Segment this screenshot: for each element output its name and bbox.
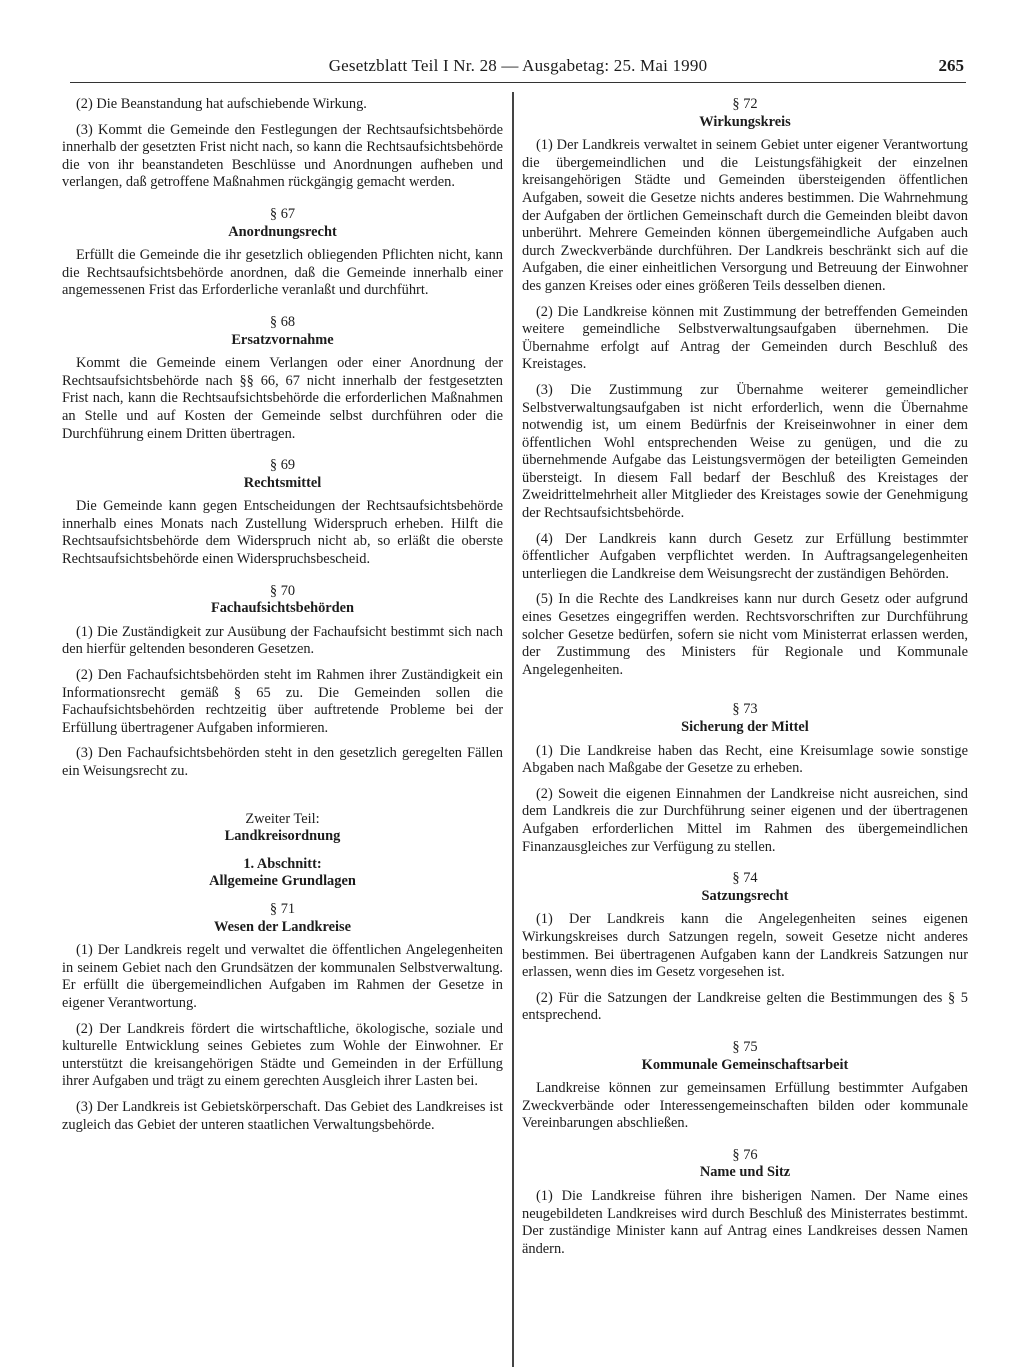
paragraph: (2) Für die Satzungen der Landkreise gelten die Bestimmungen des § 5 entsprechend. xyxy=(522,989,968,1024)
paragraph: Die Gemeinde kann gegen Entscheidungen der Rechtsaufsichtsbehörde innerhalb eines Monats nach Zustellung Widerspruch erheben. Hilft die Rechtsaufsichtsbehörde dem Widerspruch nicht ab, so erläßt die oberste Rechtsaufsichtsbehörde einen Widerspruchsbescheid. xyxy=(62,498,503,568)
section-title-72: Wirkungskreis xyxy=(699,113,791,130)
paragraph: (2) Der Landkreis fördert die wirtschaftliche, ökologische, soziale und kulturelle Entwicklung seines Gebietes zum Wohle der Einwohner. Er unterstützt die kreisangehörigen Städte und Gemeinden in der Erfüllung ihrer Aufgaben und trägt zu einem gerechten Ausgleich ihrer Lasten bei. xyxy=(62,1020,503,1090)
section-title-70: Fachaufsichtsbehörden xyxy=(210,600,355,617)
section-number-71: § 71 xyxy=(269,900,296,917)
paragraph: (1) Die Landkreise haben das Recht, eine Kreisumlage sowie sonstige Abgaben nach Maßgabe der Gesetze zu erheben. xyxy=(522,742,968,777)
left-column xyxy=(62,92,503,1367)
part-label: Zweiter Teil: xyxy=(245,810,320,827)
chapter-label: 1. Abschnitt: xyxy=(243,855,322,872)
paragraph: (1) Der Landkreis regelt und verwaltet die öffentlichen Angelegenheiten in seinem Gebiet nach den Grundsätzen der kommunalen Selbstverwaltung. Er erfüllt die übergemeindlichen Aufgaben im Rahmen der Gesetze in eigener Verantwortung. xyxy=(62,942,503,1011)
section-number-74: § 74 xyxy=(732,870,758,887)
paragraph: (2) Den Fachaufsichtsbehörden steht im Rahmen ihrer Zuständigkeit ein Informationsrecht gemäß § 65 zu. Die Gemeinden sollen die Fachaufsichtsbehörden rechtzeitig über auftretende Probleme bei der Erfüllung übertragener Aufgaben informieren. xyxy=(62,667,503,736)
section-number-67: § 67 xyxy=(269,205,296,222)
paragraph: (2) Die Landkreise können mit Zustimmung der betreffenden Gemeinden weitere gemeindliche Selbstverwaltungsaufgaben übernehmen. Die Übernahme erfolgt auf Antrag der Gemeinden durch Beschluß des Kreistages. xyxy=(522,303,968,373)
paragraph: (1) Der Landkreis verwaltet in seinem Gebiet unter eigener Verantwortung die übergemeindlichen und die Leistungsfähigkeit der einzelnen kreisangehörigen Städte und Gemeinden übersteigenden öffentlichen Aufgaben, soweit die Gesetze nichts anderes bestimmen. Die Wahrnehmung der Aufgaben der örtlichen Gemeinschaft durch die Gemeinden bleibt davon unberührt. Mehrere Gemeinden können übergemeindliche Aufgaben auch durch Zweckverbände durchführen. Der Landkreis beschränkt sich auf die Aufgaben, die einer einheitlichen Versorgung und Betreuung der Einwohner des ganzen Kreises oder eines größeren Teils desselben dienen. xyxy=(522,137,968,294)
header-title: Gesetzblatt Teil I Nr. 28 — Ausgabetag: 25. Mai 1990 xyxy=(328,56,708,75)
section-number-69: § 69 xyxy=(269,457,296,474)
column-divider xyxy=(512,92,514,1367)
paragraph: Landkreise können zur gemeinsamen Erfüllung bestimmter Aufgaben Zweckverbände oder Interessengemeinschaften bilden oder kommunale Vereinbarungen abschließen. xyxy=(522,1080,968,1132)
section-title-68: Ersatzvornahme xyxy=(231,331,334,348)
section-title-69: Rechtsmittel xyxy=(243,474,322,491)
section-title-74: Satzungsrecht xyxy=(701,887,789,904)
section-title-73: Sicherung der Mittel xyxy=(681,719,809,735)
section-number-70: § 70 xyxy=(269,582,296,599)
paragraph: (4) Der Landkreis kann durch Gesetz zur Erfüllung bestimmter öffentlicher Aufgaben verpflichtet werden. In Auftragsangelegenheiten unterliegen die Landkreise dem Weisungsrecht der zuständigen Behörden. xyxy=(522,530,968,582)
page-header xyxy=(70,52,966,83)
paragraph: Erfüllt die Gemeinde die ihr gesetzlich obliegenden Pflichten nicht, kann die Rechtsaufsichtsbehörde anordnen, daß die Gemeinde innerhalb einer angemessenen Frist das Erforderliche veranlaßt und durchführt. xyxy=(62,247,503,299)
paragraph: (3) Die Zustimmung zur Übernahme weiterer gemeindlicher Selbstverwaltungsaufgaben ist nicht erforderlich, wenn die Übernahme notwendig ist, um einem Bedürfnis der Kreiseinwohner in einer dem öffentlichen Wohl entsprechenden Weise zu genügen, und die zu übernehmende Aufgabe das Leistungsvermögen der beteiligten Gemeinden übersteigt. In diesem Fall bedarf der Beschluß des Kreistages der Zweidrittelmehrheit aller Mitglieder des Kreistages sowie der Genehmigung der Rechtsaufsichtsbehörde. xyxy=(522,381,968,522)
paragraph: (3) Kommt die Gemeinde den Festlegungen der Rechtsaufsichtsbehörde innerhalb der gesetzten Frist nicht nach, so kann die Rechtsaufsichtsbehörde die von ihr beanstandeten Beschlüsse und Anordnungen aufheben und verlangen, daß getroffene Maßnahmen rückgängig gemacht werden. xyxy=(62,121,503,191)
chapter-title: Allgemeine Grundlagen xyxy=(209,873,356,890)
paragraph: (3) Den Fachaufsichtsbehörden steht in den gesetzlich geregelten Fällen ein Weisungsrecht zu. xyxy=(62,745,503,779)
page-number: 265 xyxy=(938,56,964,75)
section-number-75: § 75 xyxy=(732,1038,758,1055)
section-number-72: § 72 xyxy=(732,96,758,112)
section-title-71: Wesen der Landkreise xyxy=(214,918,351,935)
part-title: Landkreisordnung xyxy=(224,828,341,845)
right-column xyxy=(522,92,968,1367)
section-number-76: § 76 xyxy=(732,1146,758,1163)
paragraph: (1) Die Zuständigkeit zur Ausübung der Fachaufsicht bestimmt sich nach den hierfür geltenden besonderen Gesetzen. xyxy=(62,623,503,658)
section-number-68: § 68 xyxy=(269,313,296,330)
section-title-76: Name und Sitz xyxy=(699,1164,791,1181)
paragraph: (5) In die Rechte des Landkreises kann nur durch Gesetz oder aufgrund eines Gesetzes eingegriffen werden. Rechtsvorschriften zur Durchführung solcher Gesetze bedürfen, sofern sie nicht vom Ministerrat erlassen werden, der Zustimmung des Ministers für Regionale und Kommunale Angelegenheiten. xyxy=(522,591,968,678)
paragraph: Kommt die Gemeinde einem Verlangen oder einer Anordnung der Rechtsaufsichtsbehörde nach §§ 66, 67 nicht innerhalb der festgesetzten Frist nach, kann die Rechtsaufsichtsbehörde die erforderlichen Maßnahmen an Stelle und auf Kosten der Gemeinde selbst durchführen oder die Durchführung einem Dritten übertragen. xyxy=(62,355,503,442)
paragraph: (1) Die Landkreise führen ihre bisherigen Namen. Der Name eines neugebildeten Landkreises wird durch Beschluß des Ministerrates bestimmt. Der zuständige Minister kann auf Antrag eines Landkreises dessen Namen ändern. xyxy=(522,1188,968,1257)
paragraph: (1) Der Landkreis kann die Angelegenheiten seines eigenen Wirkungskreises durch Satzungen regeln, soweit Gesetze nicht anderes bestimmen. Bei übertragenen Aufgaben kann der Landkreis Satzungen nur erlassen, wenn dies im Gesetz vorgesehen ist. xyxy=(522,911,968,981)
paragraph: (2) Die Beanstandung hat aufschiebende Wirkung. xyxy=(76,96,367,112)
paragraph: (3) Der Landkreis ist Gebietskörperschaft. Das Gebiet des Landkreises ist zugleich das Gebiet der unteren staatlichen Verwaltungsbehörde. xyxy=(62,1098,503,1133)
section-number-73: § 73 xyxy=(732,701,758,718)
section-title-67: Anordnungsrecht xyxy=(228,223,337,240)
section-title-75: Kommunale Gemeinschaftsarbeit xyxy=(641,1056,849,1073)
paragraph: (2) Soweit die eigenen Einnahmen der Landkreise nicht ausreichen, sind dem Landkreis die zur Durchführung seiner eigenen und der übertragenen Aufgaben erforderlichen Mittel im Rahmen des übergemeindlichen Finanzausgleiches zur Verfügung zu stellen. xyxy=(522,785,968,855)
